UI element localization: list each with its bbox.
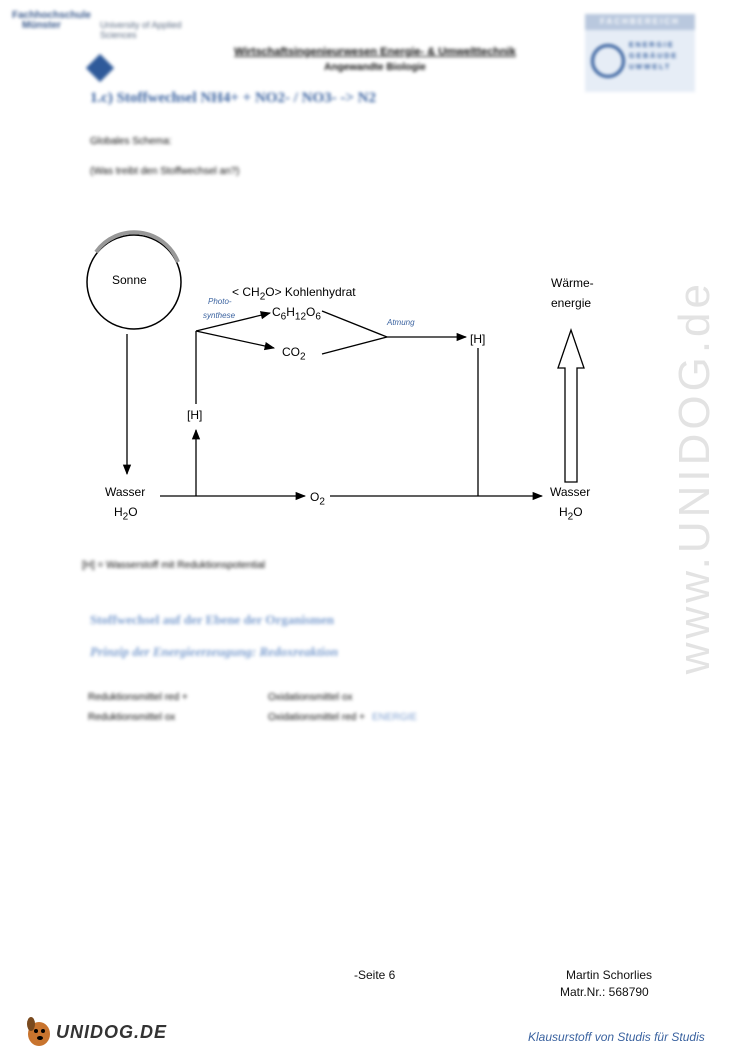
header-subtitle: Angewandte Biologie <box>324 62 426 73</box>
department-words: ENERGIE GEBÄUDE UMWELT <box>629 42 679 71</box>
department-logo-top: FACHBEREICH <box>585 14 695 30</box>
heat-label-1: Wärme- <box>551 276 594 290</box>
photosynthesis-label-1: Photo- <box>208 297 232 306</box>
header-title: Wirtschaftsingenieurwesen Energie- & Umwelttechnik <box>234 46 516 58</box>
unidog-logo <box>20 1014 200 1050</box>
author-name: Martin Schorlies <box>566 968 653 982</box>
page-number: -Seite 6 <box>354 968 396 982</box>
heat-label-2: energie <box>551 296 592 310</box>
matriculation-number: Matr.Nr.: 568790 <box>560 985 649 999</box>
redox-line1-left: Reduktionsmittel red + <box>88 692 188 703</box>
organism-heading: Stoffwechsel auf der Ebene der Organismen <box>90 612 334 627</box>
o2-label: $O_2$ <box>310 490 325 508</box>
logo-text-line3: University of Applied Sciences <box>100 20 182 40</box>
redox-heading: Prinzip der Energieerzeugung: Redoxreaktion <box>90 644 339 659</box>
co2-label: $CO_2$ <box>282 345 306 363</box>
logo-text-line2: Münster <box>22 20 61 31</box>
photosynthesis-arrow-co2 <box>196 331 274 348</box>
dog-icon <box>24 1014 54 1048</box>
question-text: (Was treibt den Stoffwechsel an?) <box>90 166 240 177</box>
co2-to-respiration-line <box>322 337 387 354</box>
watermark <box>670 280 730 740</box>
h2o-right-label: $H_2O$ <box>559 505 583 523</box>
h-legend: [H] = Wasserstoff mit Reduktionspotential <box>82 560 266 571</box>
carbohydrate-label: < $CH_2O>$ Kohlenhydrat <box>232 285 356 303</box>
tagline: Klausurstoff von Studis für Studis <box>528 1030 705 1044</box>
schema-label: Globales Schema: <box>90 136 172 147</box>
h-right-label: [H] <box>470 332 486 346</box>
redox-energy: ENERGIE <box>372 712 418 723</box>
sun-label: Sonne <box>112 273 147 287</box>
logo-text-line1: Fachhochschule <box>12 10 91 21</box>
h-left-label: [H] <box>187 408 203 422</box>
water-right-label: Wasser <box>550 485 591 499</box>
respiration-label: Atmung <box>387 318 415 327</box>
watermark-text: www.UNIDOG.de <box>670 280 719 675</box>
glucose-to-respiration-line <box>322 311 387 337</box>
redox-line2-right: Oxidationsmittel red + <box>268 712 365 723</box>
water-left-label: Wasser <box>105 485 146 499</box>
heat-energy-arrow <box>558 330 584 482</box>
brand-text: UNIDOG.DE <box>56 1022 168 1042</box>
glucose-label: $C_6H_{12}O_6$ <box>272 305 321 323</box>
section-heading: 1.c) Stoffwechsel NH4+ + NO2- / NO3- -> N2 <box>90 90 377 106</box>
redox-line1-right: Oxidationsmittel ox <box>268 692 353 703</box>
redox-line2-left: Reduktionsmittel ox <box>88 712 176 723</box>
photosynthesis-label-2: synthese <box>203 311 236 320</box>
h2o-left-label: $H_2O$ <box>114 505 138 523</box>
